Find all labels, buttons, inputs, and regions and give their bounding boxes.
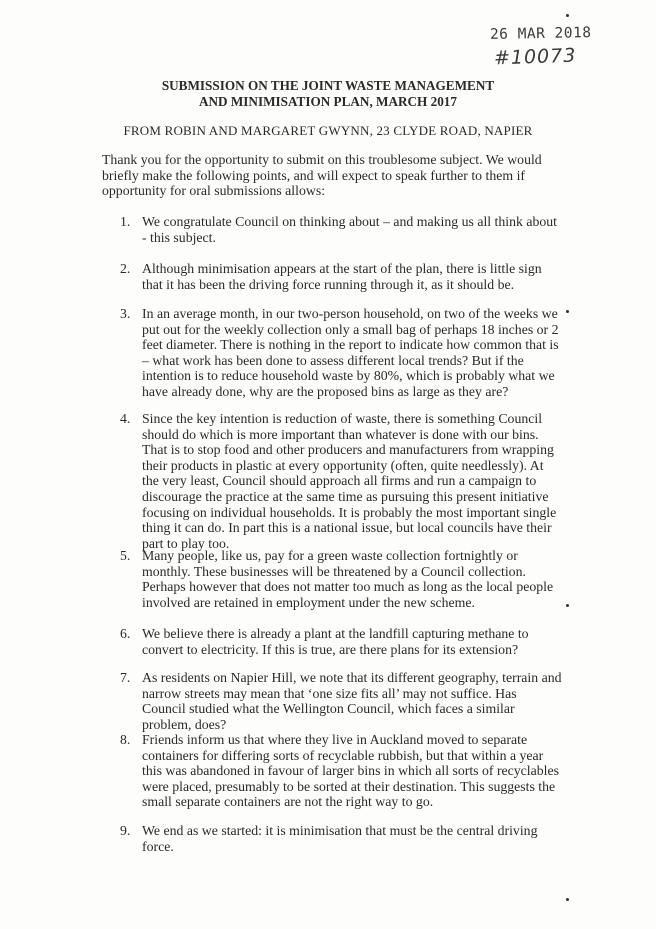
point-text: As residents on Napier Hill, we note that its different geography, terrain and narrow streets may mean that ‘one size fits all’ may not suffice. Has Council studied what the Wellington Council, which faces a similar problem, does? [142,670,562,732]
scan-speck [566,898,569,901]
received-stamp [0,0,656,80]
scan-speck [566,604,569,607]
from-line: FROM ROBIN AND MARGARET GWYNN, 23 CLYDE ROAD, NAPIER [123,123,533,138]
point-text: Since the key intention is reduction of waste, there is something Council should do which is more important than whatever is done with our bins. That is to stop food and other producers and manufacturers from wrapping their products in plastic at every opportunity (often, quite needlessly). At the very least, Council should approach all firms and run a campaign to discourage the practice at the same time as pursuing this present initiative focusing on individual households. It is probably the most important single thing it can do. In part this is a national issue, but local councils have their part to play too. [142,411,557,551]
point-number: 8. [120,732,131,747]
point-text: Although minimisation appears at the start of the plan, there is little sign that it has been the driving force running through it, as it should be. [142,261,542,292]
document-title-line-1: SUBMISSION ON THE JOINT WASTE MANAGEMENT [161,78,495,93]
point-number: 7. [120,670,131,685]
point-text: We believe there is already a plant at the landfill capturing methane to convert to electricity. If this is true, are there plans for its extension? [142,626,529,657]
scan-speck [566,310,569,313]
point-number: 4. [120,411,131,426]
document-title-line-2: AND MINIMISATION PLAN, MARCH 2017 [198,94,457,109]
intro-paragraph: Thank you for the opportunity to submit on this troublesome subject. We would briefly make the following points, and will expect to speak further to them if opportunity for oral submissions allows: [102,152,542,199]
point-number: 2. [120,261,131,276]
point-number: 3. [120,306,131,321]
point-number: 1. [120,214,131,229]
point-text: We congratulate Council on thinking about – and making us all think about - this subject. [142,214,558,245]
point-text: We end as we started: it is minimisation that must be the central driving force. [142,823,538,854]
point-text: In an average month, in our two-person household, on two of the weeks we put out for the weekly collection only a small bag of perhaps 18 inches or 2 feet diameter. There is nothing in the report to indicate how common that is – what work has been done to assess different local trends? But if the intention is to reduce household waste by 80%, which is probably what we have already done, why are the proposed bins as large as they are? [142,306,559,399]
stamp-date: 26 MAR 2018 [489,25,592,43]
stamp-reference-number: #10073 [493,44,577,70]
point-text: Friends inform us that where they live in Auckland moved to separate containers for differing sorts of recyclable rubbish, but that within a year this was abandoned in favour of larger bins in which all sorts of recyclables were placed, presumably to be sorted at their destination. This suggests the small separate containers are not the right way to go. [142,732,559,810]
point-number: 6. [120,626,131,641]
point-number: 9. [120,823,131,838]
point-number: 5. [120,548,131,563]
scan-speck [566,14,569,17]
point-text: Many people, like us, pay for a green waste collection fortnightly or monthly. These businesses will be threatened by a Council collection. Perhaps however that does not matter too much as long as the local people involved are retained in employment under the new scheme. [142,548,554,610]
